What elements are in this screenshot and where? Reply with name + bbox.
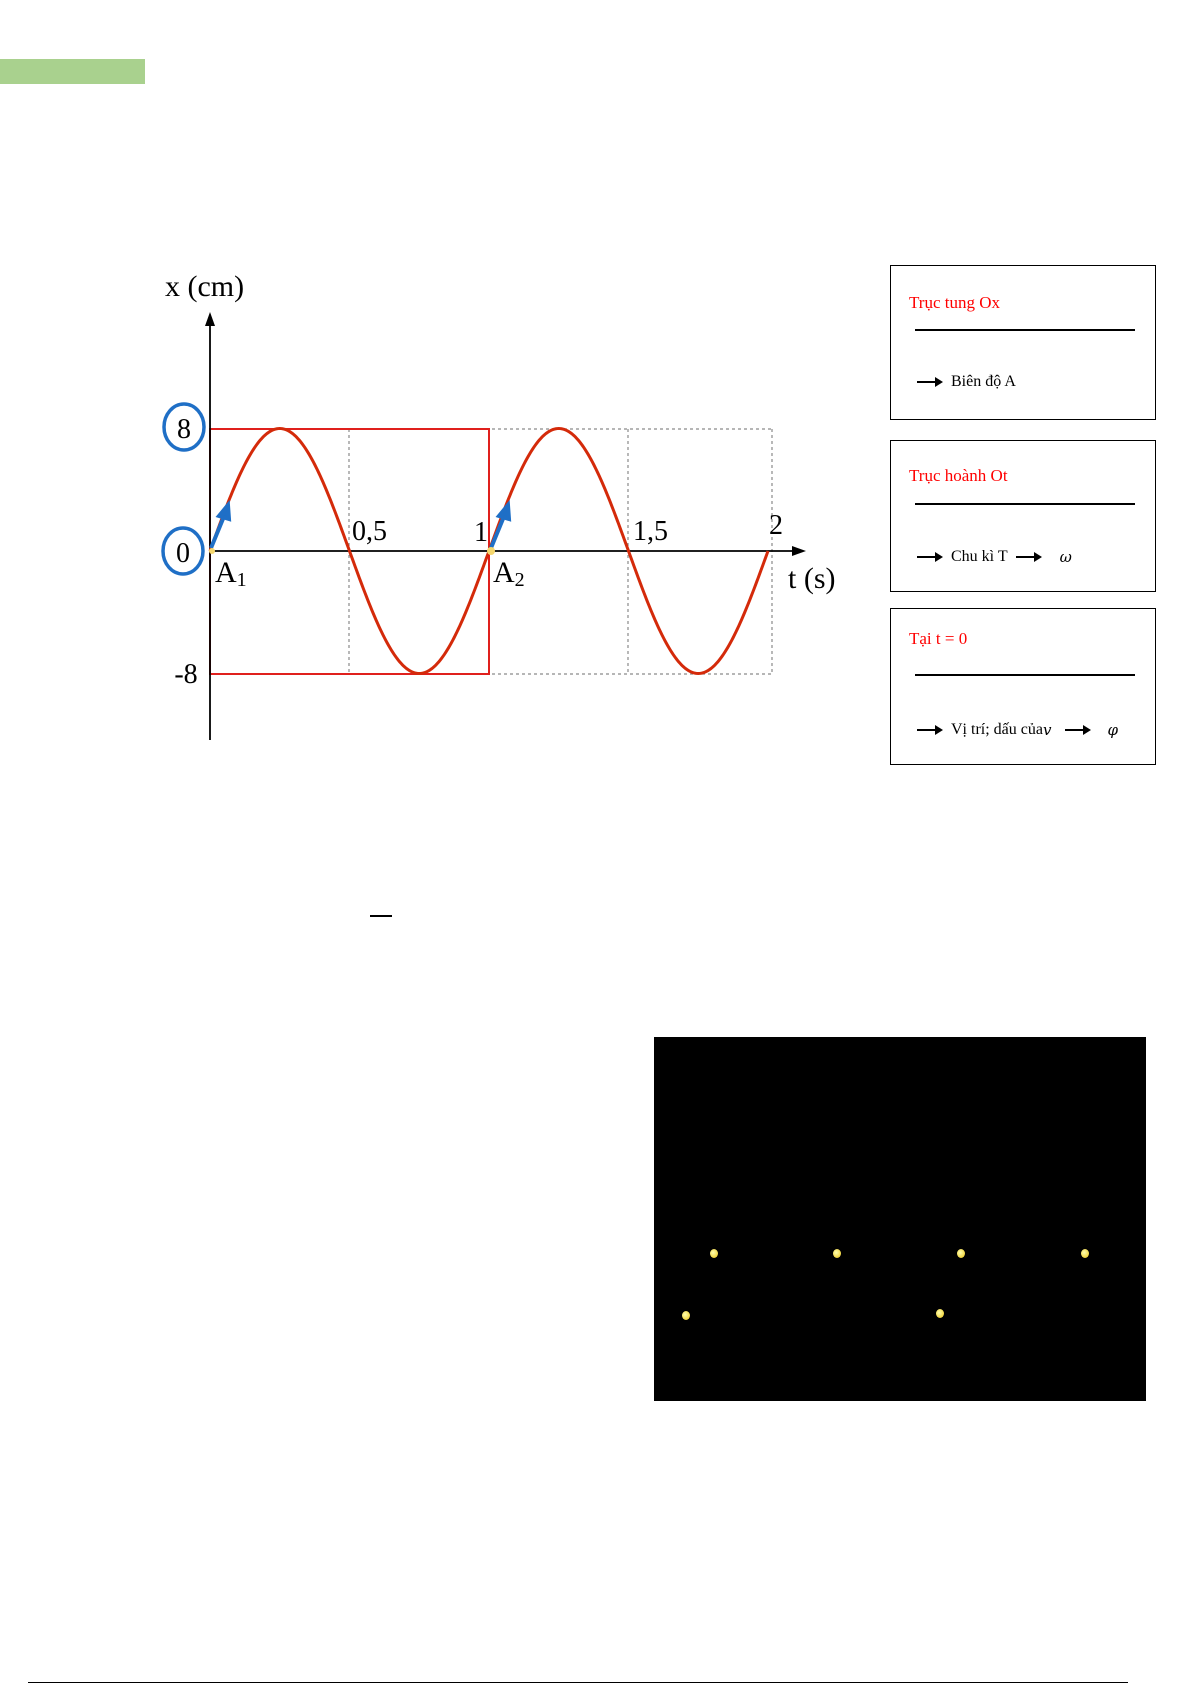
box-content xyxy=(917,373,1016,391)
point-a1-marker xyxy=(209,548,215,554)
box-content xyxy=(917,721,1118,739)
point-labels xyxy=(215,556,525,591)
x-tick-label-0-5: 0,5 xyxy=(352,516,387,547)
box-text: Vị trí; dấu của xyxy=(951,721,1043,738)
right-arrow-icon xyxy=(917,724,943,736)
velocity-arrow-a2-head xyxy=(499,505,509,519)
x-tick-label-1: 1 xyxy=(474,517,488,548)
right-arrow-icon xyxy=(1016,551,1042,563)
right-arrow-icon xyxy=(1065,724,1091,736)
dot xyxy=(936,1309,944,1318)
horizontal-axis-arrowhead xyxy=(792,546,806,556)
y-ticks xyxy=(163,404,204,690)
right-arrow-icon xyxy=(917,551,943,563)
fraction-bar xyxy=(370,915,392,917)
info-box-horizontal-axis xyxy=(890,440,1156,592)
box-divider xyxy=(915,674,1135,676)
info-box-initial-time xyxy=(890,608,1156,765)
point-a2-marker xyxy=(487,547,495,555)
x-axis-label: t (s) xyxy=(788,562,836,595)
dot xyxy=(682,1311,690,1320)
box-text: Biên độ A xyxy=(951,373,1016,390)
dot xyxy=(1081,1249,1089,1258)
right-arrow-icon xyxy=(917,376,943,388)
dot xyxy=(957,1249,965,1258)
box-divider xyxy=(915,503,1135,505)
x-tick-label-1-5: 1,5 xyxy=(633,516,668,547)
y-axis-label: x (cm) xyxy=(165,270,245,303)
omega-symbol: ω xyxy=(1059,548,1072,566)
box-title: Trục tung Ox xyxy=(909,293,1000,312)
footer-rule xyxy=(28,1682,1128,1683)
box-divider xyxy=(915,329,1135,331)
phi-symbol: φ xyxy=(1107,721,1118,739)
dot xyxy=(710,1249,718,1258)
box-text: Chu kì T xyxy=(951,548,1008,565)
info-box-vertical-axis xyxy=(890,265,1156,420)
box-content xyxy=(917,548,1072,566)
velocity-symbol: v xyxy=(1042,721,1052,739)
point-label-a1: A1 xyxy=(215,556,247,591)
point-label-a2: A2 xyxy=(493,556,525,591)
dot xyxy=(833,1249,841,1258)
box-title: Trục hoành Ot xyxy=(909,466,1008,485)
y-tick-label-8: 8 xyxy=(177,414,191,445)
x-ticks xyxy=(352,510,783,548)
box-title: Tại t = 0 xyxy=(909,629,968,648)
y-tick-label-0: 0 xyxy=(176,538,190,569)
velocity-arrow-a1-head xyxy=(219,505,229,519)
animation-panel xyxy=(654,1037,1146,1401)
x-tick-label-2: 2 xyxy=(769,510,783,541)
vertical-axis-arrowhead xyxy=(205,312,215,326)
oscillation-graph xyxy=(0,0,860,760)
y-tick-label-minus-8: -8 xyxy=(174,659,198,690)
